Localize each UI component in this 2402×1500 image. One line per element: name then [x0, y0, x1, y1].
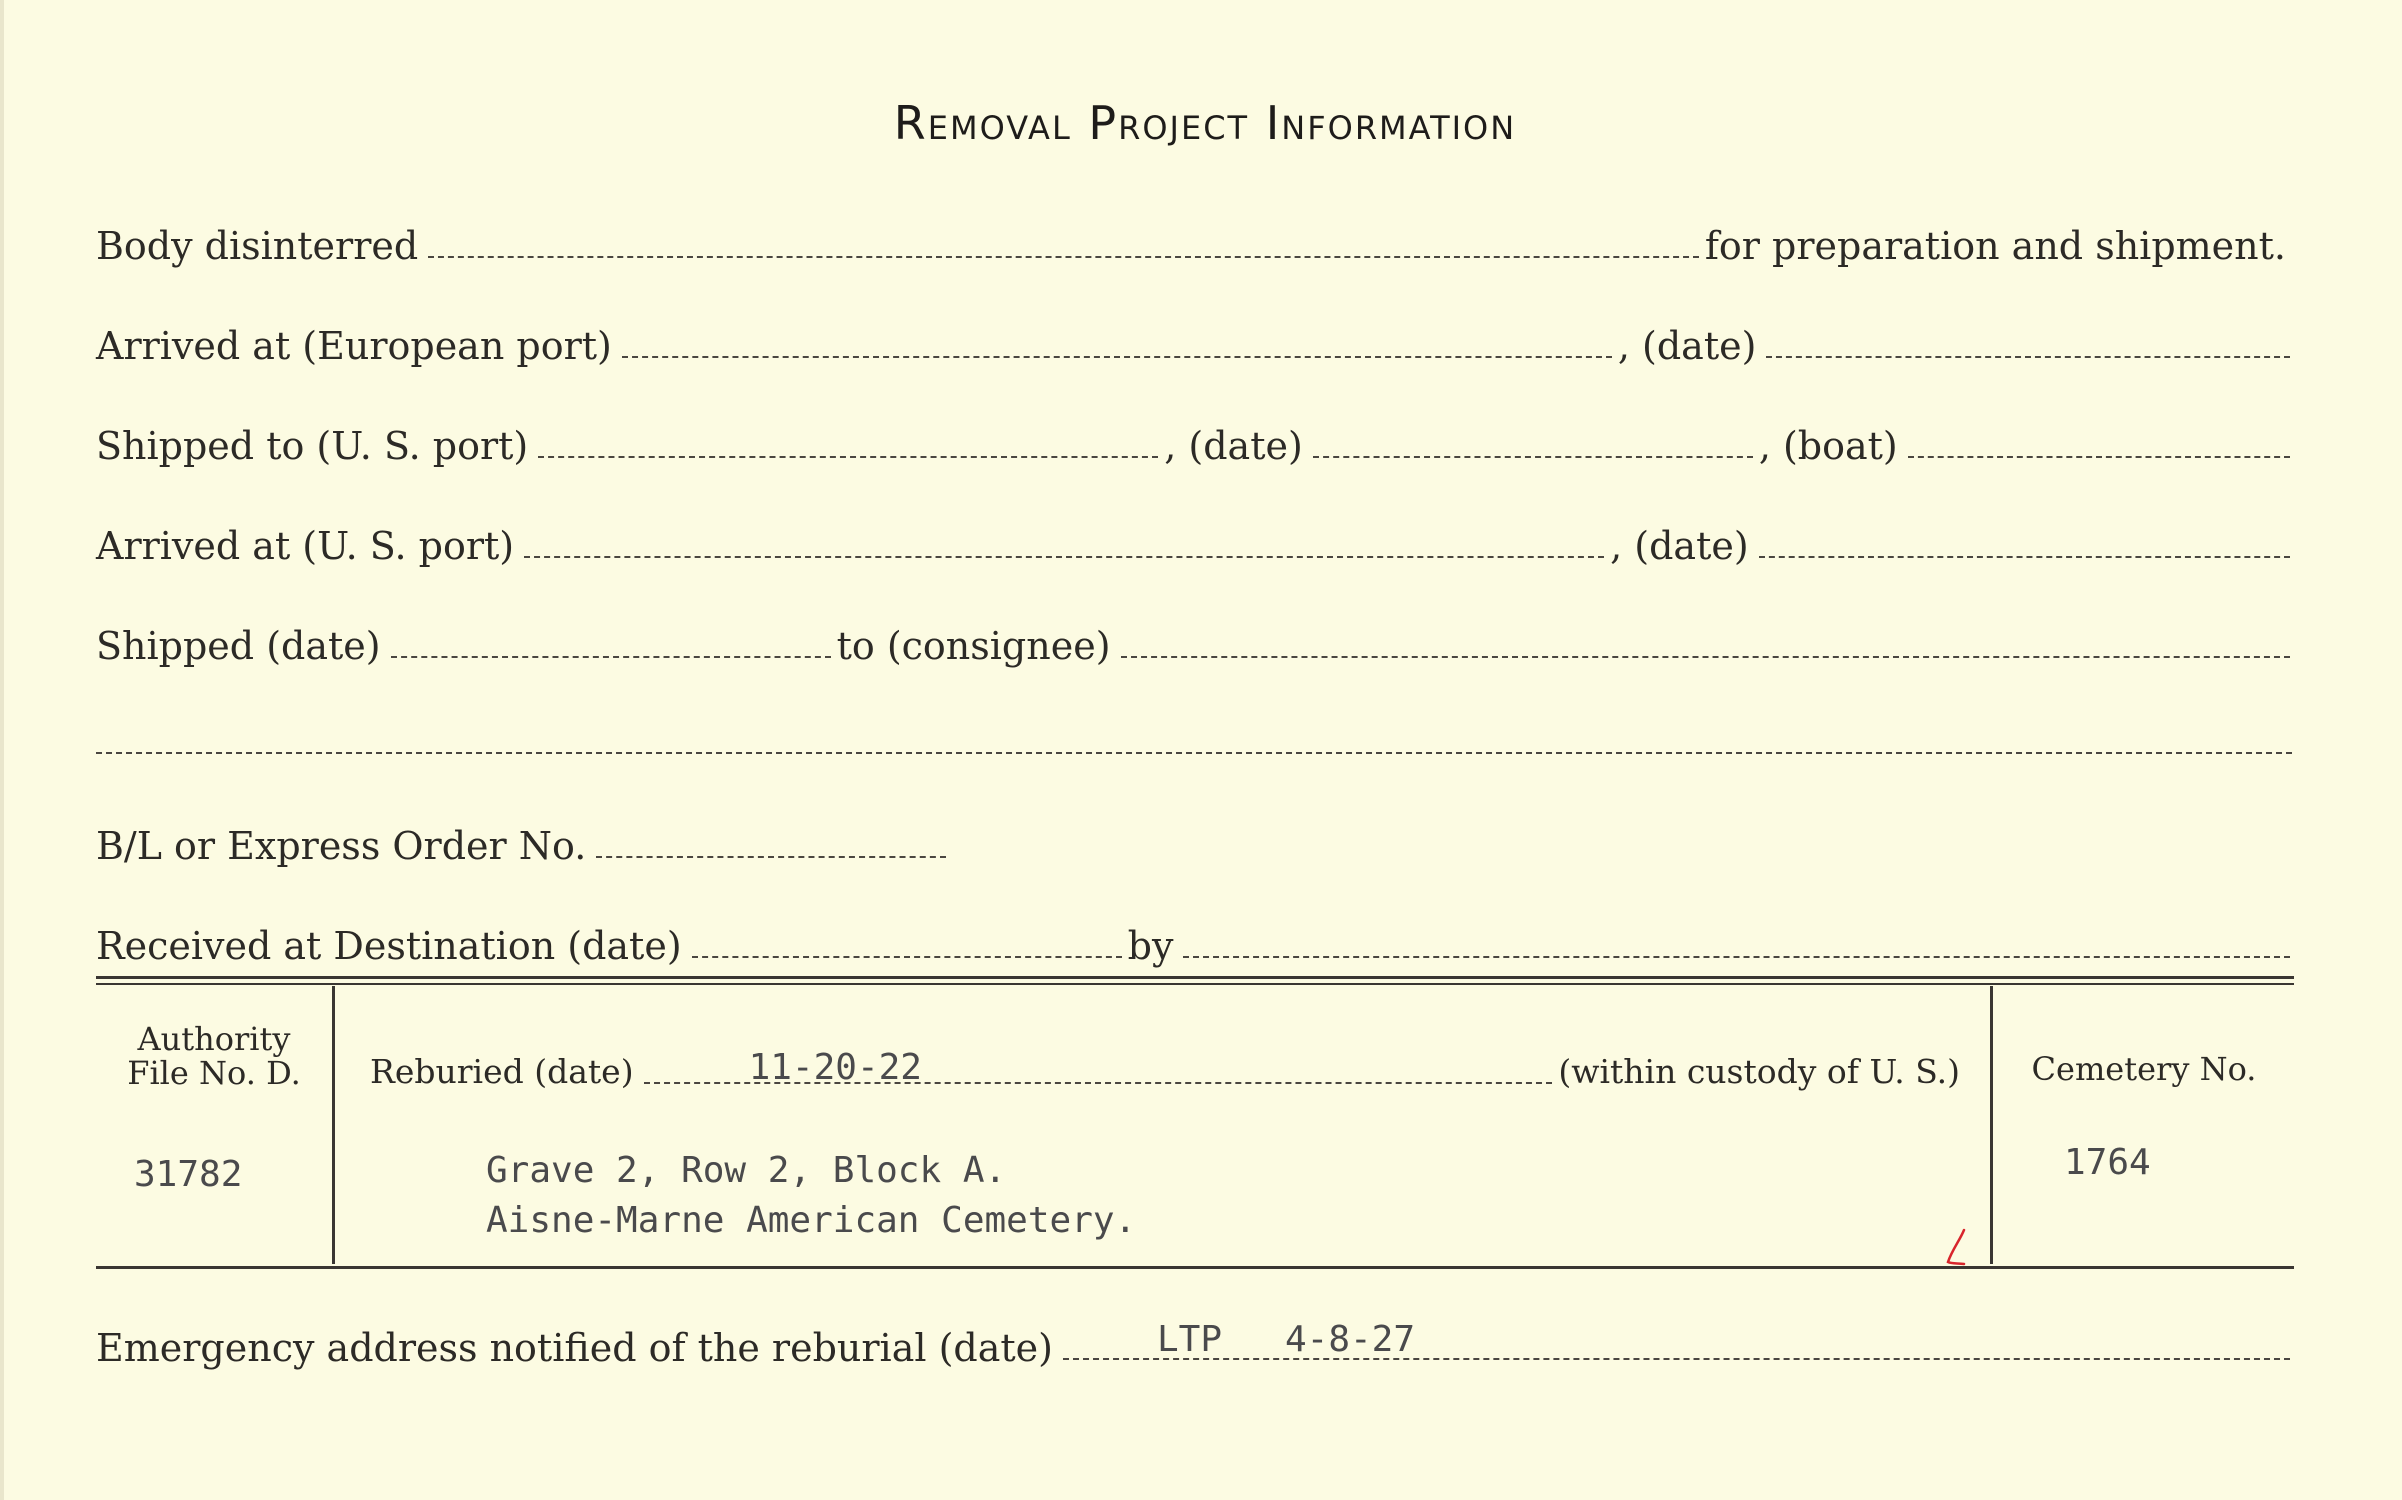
cemetery-divider — [1990, 986, 1993, 1264]
authority-file-number: 31782 — [134, 1154, 243, 1195]
consignee-continuation-field[interactable] — [96, 752, 2292, 754]
european-date-label: , (date) — [1617, 324, 1757, 368]
reburied-date: 11-20-22 — [748, 1047, 922, 1088]
authority-label-line1: Authority — [137, 1020, 291, 1058]
custody-label: (within custody of U. S.) — [1558, 1052, 1960, 1091]
body-disinterred-label: Body disinterred — [96, 224, 419, 268]
consignee-field[interactable] — [1121, 656, 2290, 658]
emergency-initials: LTP — [1156, 1319, 1223, 1360]
check-mark-icon — [1942, 1228, 1968, 1268]
body-disinterred-row — [96, 208, 2296, 268]
boat-label: , (boat) — [1758, 424, 1898, 468]
shipped-date-label-2: Shipped (date) — [96, 624, 381, 668]
authority-divider — [332, 986, 335, 1264]
cemetery-number: 1764 — [2064, 1142, 2151, 1183]
section-divider-top — [96, 976, 2294, 979]
arrived-european-row — [96, 308, 2296, 368]
arrived-us-date-label: , (date) — [1610, 524, 1749, 568]
emergency-date-field[interactable] — [1063, 1319, 2290, 1360]
arrived-us-label: Arrived at (U. S. port) — [96, 524, 515, 568]
european-date-field[interactable] — [1766, 356, 2290, 358]
emergency-label: Emergency address notified of the reburial (date) — [96, 1326, 1053, 1370]
bl-order-field[interactable] — [596, 856, 946, 858]
cemetery-label: Cemetery No. — [2031, 1050, 2257, 1088]
arrived-us-port-field[interactable] — [524, 556, 1604, 558]
received-by-field[interactable] — [1183, 956, 2290, 958]
received-date-field[interactable] — [692, 956, 1122, 958]
boat-field[interactable] — [1908, 456, 2290, 458]
reburied-label: Reburied (date) — [370, 1052, 634, 1091]
received-by-label: by — [1127, 924, 1174, 968]
arrived-us-date-field[interactable] — [1759, 556, 2290, 558]
emergency-date: 4-8-27 — [1284, 1319, 1416, 1360]
card-title: Removal Project Information — [893, 96, 1517, 150]
us-port-field[interactable] — [538, 456, 1158, 458]
shipped-us-label: Shipped to (U. S. port) — [96, 424, 529, 468]
shipped-date-field[interactable] — [1313, 456, 1753, 458]
consignee-label: to (consignee) — [836, 624, 1111, 668]
section-divider-bottom — [96, 1266, 2294, 1269]
shipped-date-field-2[interactable] — [391, 656, 831, 658]
received-destination-row — [96, 908, 2296, 968]
shipped-date-label: , (date) — [1164, 424, 1303, 468]
shipped-consignee-row — [96, 608, 2296, 668]
arrived-european-label: Arrived at (European port) — [96, 324, 612, 368]
grave-location-line1: Grave 2, Row 2, Block A. — [486, 1150, 1007, 1191]
european-port-field[interactable] — [622, 356, 1612, 358]
section-divider-top-inner — [96, 983, 2294, 985]
authority-label-line2: File No. D. — [127, 1054, 301, 1092]
emergency-row — [96, 1310, 2296, 1370]
bl-order-label: B/L or Express Order No. — [96, 824, 587, 868]
bl-order-row — [96, 808, 2296, 868]
grave-location-line2: Aisne-Marne American Cemetery. — [486, 1200, 1137, 1241]
received-destination-label: Received at Destination (date) — [96, 924, 682, 968]
shipped-us-row — [96, 408, 2296, 468]
body-disinterred-field[interactable] — [428, 256, 1699, 258]
reburied-date-field[interactable] — [644, 1047, 1553, 1088]
arrived-us-row — [96, 508, 2296, 568]
preparation-shipment-label: for preparation and shipment. — [1704, 224, 2286, 268]
authority-label — [96, 1022, 332, 1090]
reburied-row — [370, 1046, 1970, 1094]
